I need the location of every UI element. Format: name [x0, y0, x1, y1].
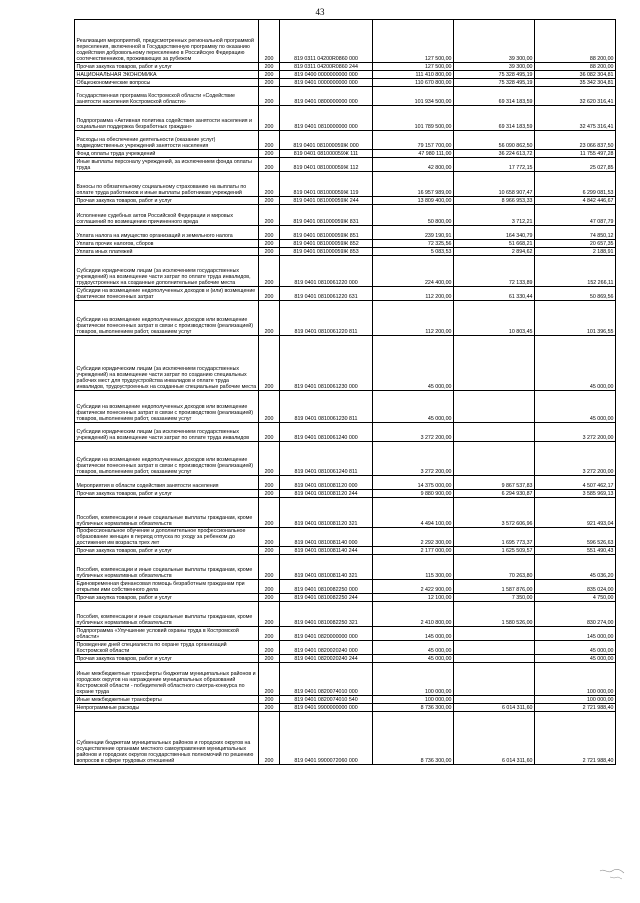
- row-code: 819 0401 0820074010 540: [280, 696, 373, 704]
- row-code: 819 0311 04200R0860 244: [280, 63, 373, 71]
- row-remaining: 830 274,00: [535, 602, 616, 627]
- row-name: Пособия, компенсации и иные социальные выплаты гражданам, кроме публичных нормативных обязательств: [75, 498, 259, 528]
- row-kvr: 200: [259, 528, 280, 547]
- row-remaining: 45 036,20: [535, 555, 616, 580]
- table-row: [75, 248, 616, 256]
- table-row: [75, 602, 616, 627]
- row-code: 819 0401 0810061220 000: [280, 256, 373, 287]
- row-kvr: 200: [259, 476, 280, 490]
- row-remaining: 2 721 988,40: [535, 704, 616, 712]
- row-remaining: 45 000,00: [535, 655, 616, 663]
- row-code: 819 0401 0810081120 000: [280, 476, 373, 490]
- table-row: [75, 442, 616, 476]
- row-kvr: 200: [259, 423, 280, 442]
- row-remaining: 45 000,00: [535, 391, 616, 423]
- row-name: Подпрограмма «Улучшение условий охраны труда в Костромской области»: [75, 627, 259, 641]
- row-executed: 70 263,80: [454, 555, 535, 580]
- row-executed: [454, 627, 535, 641]
- table-row: [75, 547, 616, 555]
- row-kvr: 200: [259, 205, 280, 226]
- row-executed: 10 803,45: [454, 301, 535, 336]
- row-approved: 14 375 000,00: [373, 476, 454, 490]
- table-row: [75, 158, 616, 172]
- row-remaining: 921 493,04: [535, 498, 616, 528]
- row-remaining: 100 000,00: [535, 696, 616, 704]
- row-approved: 8 736 300,00: [373, 704, 454, 712]
- row-kvr: 200: [259, 131, 280, 150]
- row-kvr: 200: [259, 602, 280, 627]
- table-row: [75, 197, 616, 205]
- row-name: Иные выплаты персоналу учреждений, за исключением фонда оплаты труда: [75, 158, 259, 172]
- row-approved: 3 272 200,00: [373, 442, 454, 476]
- row-name: Прочая закупка товаров, работ и услуг: [75, 594, 259, 602]
- row-remaining: 23 066 837,50: [535, 131, 616, 150]
- row-approved: 42 800,00: [373, 158, 454, 172]
- row-name: Субсидии на возмещение недополученных доходов или возмещение фактически понесенных затрат в связи с производством (реализацией) товаров, выполнением работ, оказанием услуг: [75, 301, 259, 336]
- row-code: 819 0401 0810061240 000: [280, 423, 373, 442]
- row-name: Прочая закупка товаров, работ и услуг: [75, 63, 259, 71]
- row-remaining: 3 272 200,00: [535, 442, 616, 476]
- row-name: Субсидии на возмещение недополученных доходов и (или) возмещение фактически понесенных затрат: [75, 287, 259, 301]
- row-approved: 45 000,00: [373, 336, 454, 391]
- row-code: 819 0401 0820020240 244: [280, 655, 373, 663]
- row-name: Иные межбюджетные трансферты бюджетам муниципальных районов и городских округов на награждение муниципальных образований Костромской области - победителей областного смотра-конкурса по охране труда: [75, 663, 259, 696]
- row-name: Реализация мероприятий, предусмотренных региональной программой переселения, включенной в Государственную программу по оказанию содействия добровольному переселению в Российскую Федерацию соотечественников, проживающих за рубежом: [75, 20, 259, 63]
- row-code: 819 0401 081000059Ж 111: [280, 150, 373, 158]
- row-name: Пособия, компенсации и иные социальные выплаты гражданам, кроме публичных нормативных обязательств: [75, 555, 259, 580]
- table-row: [75, 106, 616, 131]
- row-executed: 1 580 526,00: [454, 602, 535, 627]
- row-remaining: 4 842 446,67: [535, 197, 616, 205]
- row-approved: 45 000,00: [373, 641, 454, 655]
- table-row: [75, 423, 616, 442]
- row-executed: 6 294 930,87: [454, 490, 535, 498]
- row-code: 819 0401 081000059Ж 852: [280, 240, 373, 248]
- row-executed: 9 867 537,83: [454, 476, 535, 490]
- row-approved: 111 410 800,00: [373, 71, 454, 79]
- row-remaining: 2 721 988,40: [535, 712, 616, 765]
- table-row: [75, 226, 616, 240]
- table-row: [75, 79, 616, 87]
- row-code: 819 0400 0000000000 000: [280, 71, 373, 79]
- row-name: Прочая закупка товаров, работ и услуг: [75, 490, 259, 498]
- table-row: [75, 391, 616, 423]
- row-name: Уплата налога на имущество организаций и земельного налога: [75, 226, 259, 240]
- row-code: 819 0401 0810082250 000: [280, 580, 373, 594]
- row-executed: [454, 641, 535, 655]
- row-kvr: 200: [259, 71, 280, 79]
- page-number: 43: [315, 7, 325, 17]
- row-remaining: 74 850,12: [535, 226, 616, 240]
- row-executed: [454, 442, 535, 476]
- handwritten-mark: [598, 865, 630, 881]
- row-code: 819 0401 0000000000 000: [280, 79, 373, 87]
- row-code: 819 0401 0810081120 244: [280, 490, 373, 498]
- row-approved: 2 422 900,00: [373, 580, 454, 594]
- row-code: 819 0401 081000059Ж 119: [280, 172, 373, 197]
- table-row: [75, 476, 616, 490]
- row-kvr: 200: [259, 197, 280, 205]
- row-name: Расходы на обеспечение деятельности (оказание услуг) подведомственных учреждений занятости населения: [75, 131, 259, 150]
- row-remaining: 25 027,85: [535, 158, 616, 172]
- row-remaining: 20 657,35: [535, 240, 616, 248]
- table-row: [75, 63, 616, 71]
- row-name: Государственная программа Костромской области «Содействие занятости населения Костромской области»: [75, 87, 259, 106]
- row-code: 819 0401 081000059Ж 000: [280, 131, 373, 150]
- row-approved: 112 200,00: [373, 301, 454, 336]
- row-executed: 39 300,00: [454, 20, 535, 63]
- row-code: 819 0401 0810061220 811: [280, 301, 373, 336]
- row-approved: 239 190,91: [373, 226, 454, 240]
- row-code: 819 0401 0810081140 321: [280, 555, 373, 580]
- row-name: НАЦИОНАЛЬНАЯ ЭКОНОМИКА: [75, 71, 259, 79]
- row-remaining: 45 000,00: [535, 641, 616, 655]
- row-code: 819 0401 0820000000 000: [280, 627, 373, 641]
- row-kvr: 200: [259, 63, 280, 71]
- row-kvr: 200: [259, 256, 280, 287]
- row-kvr: 200: [259, 158, 280, 172]
- row-remaining: 100 000,00: [535, 663, 616, 696]
- row-executed: 3 572 606,96: [454, 498, 535, 528]
- row-approved: 127 500,00: [373, 20, 454, 63]
- row-code: 819 0401 0810061220 631: [280, 287, 373, 301]
- row-approved: 127 500,00: [373, 63, 454, 71]
- row-approved: 12 100,00: [373, 594, 454, 602]
- table-row: [75, 490, 616, 498]
- row-approved: 45 000,00: [373, 655, 454, 663]
- row-kvr: 200: [259, 696, 280, 704]
- table-row: [75, 594, 616, 602]
- table-row: [75, 336, 616, 391]
- table-row: [75, 627, 616, 641]
- row-code: 819 0401 0820020240 000: [280, 641, 373, 655]
- row-executed: [454, 696, 535, 704]
- row-kvr: 200: [259, 712, 280, 765]
- row-remaining: 3 585 969,13: [535, 490, 616, 498]
- table-row: [75, 131, 616, 150]
- row-kvr: 200: [259, 594, 280, 602]
- row-kvr: 200: [259, 547, 280, 555]
- row-executed: [454, 663, 535, 696]
- row-name: Уплата прочих налогов, сборов: [75, 240, 259, 248]
- row-name: Подпрограмма «Активная политика содействия занятости населения и социальная поддержка безработных граждан»: [75, 106, 259, 131]
- row-name: Субсидии юридическим лицам (за исключением государственных учреждений) на возмещение части затрат по оплате труда инвалидов, трудоустроенных на созданные дополнительные рабочие места: [75, 256, 259, 287]
- row-kvr: 200: [259, 391, 280, 423]
- row-code: 819 0401 0810061240 811: [280, 442, 373, 476]
- table-row: [75, 528, 616, 547]
- table-row: [75, 256, 616, 287]
- row-code: 819 0401 081000059Ж 853: [280, 248, 373, 256]
- row-code: 819 0401 081000059Ж 851: [280, 226, 373, 240]
- row-executed: [454, 423, 535, 442]
- row-kvr: 200: [259, 79, 280, 87]
- row-kvr: 200: [259, 627, 280, 641]
- row-executed: 1 695 773,37: [454, 528, 535, 547]
- row-remaining: 152 266,11: [535, 256, 616, 287]
- row-code: 819 0401 9900000000 000: [280, 704, 373, 712]
- row-remaining: 88 200,00: [535, 20, 616, 63]
- row-kvr: 200: [259, 498, 280, 528]
- row-approved: 47 980 111,00: [373, 150, 454, 158]
- row-name: Субсидии юридическим лицам (за исключением государственных учреждений) на возмещение части затрат по созданию специальных рабочих мест для трудоустройства инвалидов и оплате труда инвалидов, трудоустроенных на созданные специальные рабочие места: [75, 336, 259, 391]
- row-code: 819 0401 0800000000 000: [280, 87, 373, 106]
- row-kvr: 200: [259, 663, 280, 696]
- table-row: [75, 71, 616, 79]
- row-code: 819 0401 0810061230 811: [280, 391, 373, 423]
- row-approved: 5 083,53: [373, 248, 454, 256]
- row-remaining: 11 755 497,28: [535, 150, 616, 158]
- row-remaining: 3 272 200,00: [535, 423, 616, 442]
- row-executed: 61 330,44: [454, 287, 535, 301]
- row-executed: 75 328 495,19: [454, 71, 535, 79]
- row-kvr: 200: [259, 20, 280, 63]
- row-code: 819 0401 0810082250 321: [280, 602, 373, 627]
- table-row: [75, 205, 616, 226]
- table-row: [75, 20, 616, 63]
- table-row: [75, 301, 616, 336]
- row-code: 819 0401 0810081140 244: [280, 547, 373, 555]
- table-row: [75, 580, 616, 594]
- row-kvr: 200: [259, 172, 280, 197]
- row-kvr: 200: [259, 301, 280, 336]
- row-code: 819 0401 0810082250 244: [280, 594, 373, 602]
- row-executed: 39 300,00: [454, 63, 535, 71]
- row-approved: 9 880 900,00: [373, 490, 454, 498]
- row-remaining: 36 082 304,81: [535, 71, 616, 79]
- row-approved: 100 000,00: [373, 696, 454, 704]
- row-code: 819 0401 081000059Ж 244: [280, 197, 373, 205]
- row-approved: 13 809 400,00: [373, 197, 454, 205]
- row-code: 819 0401 0810081140 000: [280, 528, 373, 547]
- row-code: 819 0401 081000059Ж 831: [280, 205, 373, 226]
- row-name: Единовременная финансовая помощь безработным гражданам при открытии ими собственного дела: [75, 580, 259, 594]
- row-executed: 75 328 495,19: [454, 79, 535, 87]
- row-approved: 2 292 300,00: [373, 528, 454, 547]
- row-name: Субсидии на возмещение недополученных доходов или возмещение фактически понесенных затрат в связи с производством (реализацией) товаров, выполнением работ, оказанием услуг: [75, 391, 259, 423]
- row-name: Прочая закупка товаров, работ и услуг: [75, 197, 259, 205]
- row-name: Мероприятия в области содействия занятости населения: [75, 476, 259, 490]
- row-name: Субвенции бюджетам муниципальных районов и городских округов на осуществление органами местного самоуправления муниципальных районов и городских округов государственных полномочий по решению вопросов в сфере трудовых отношений: [75, 712, 259, 765]
- row-remaining: 32 475 316,41: [535, 106, 616, 131]
- row-kvr: 200: [259, 248, 280, 256]
- row-approved: 16 957 989,00: [373, 172, 454, 197]
- table-row: [75, 663, 616, 696]
- table-row: [75, 240, 616, 248]
- row-executed: 10 658 907,47: [454, 172, 535, 197]
- row-approved: 45 000,00: [373, 391, 454, 423]
- row-remaining: 32 620 316,41: [535, 87, 616, 106]
- row-kvr: 200: [259, 580, 280, 594]
- row-approved: 112 200,00: [373, 287, 454, 301]
- row-remaining: 2 188,91: [535, 248, 616, 256]
- row-remaining: 596 526,63: [535, 528, 616, 547]
- row-name: Общеэкономические вопросы: [75, 79, 259, 87]
- row-executed: 36 224 613,72: [454, 150, 535, 158]
- row-kvr: 200: [259, 641, 280, 655]
- row-name: Уплата иных платежей: [75, 248, 259, 256]
- row-approved: 4 494 100,00: [373, 498, 454, 528]
- table-row: [75, 704, 616, 712]
- row-code: 819 0401 0820074010 000: [280, 663, 373, 696]
- row-kvr: 200: [259, 490, 280, 498]
- row-name: Проведение дней специалиста по охране труда организаций Костромской области: [75, 641, 259, 655]
- row-approved: 3 272 200,00: [373, 423, 454, 442]
- row-remaining: 4 507 462,17: [535, 476, 616, 490]
- row-approved: 8 736 300,00: [373, 712, 454, 765]
- row-approved: 2 410 800,00: [373, 602, 454, 627]
- row-kvr: 200: [259, 106, 280, 131]
- row-executed: 7 350,00: [454, 594, 535, 602]
- row-remaining: 145 000,00: [535, 627, 616, 641]
- table-row: [75, 696, 616, 704]
- budget-table: [74, 19, 616, 765]
- row-code: 819 0401 081000059Ж 112: [280, 158, 373, 172]
- row-name: Субсидии на возмещение недополученных доходов или возмещение фактически понесенных затрат в связи с производством (реализацией) товаров, выполнением работ, оказанием услуг: [75, 442, 259, 476]
- row-approved: 72 325,56: [373, 240, 454, 248]
- row-name: Исполнение судебных актов Российской Федерации и мировых соглашений по возмещению причиненного вреда: [75, 205, 259, 226]
- row-code: 819 0401 0810000000 000: [280, 106, 373, 131]
- row-kvr: 200: [259, 87, 280, 106]
- row-executed: 51 668,21: [454, 240, 535, 248]
- table-row: [75, 498, 616, 528]
- row-name: Субсидии юридическим лицам (за исключением государственных учреждений) на возмещение части затрат по оплате труда инвалидов: [75, 423, 259, 442]
- row-name: Иные межбюджетные трансферты: [75, 696, 259, 704]
- row-executed: 6 014 311,60: [454, 704, 535, 712]
- row-approved: 79 157 700,00: [373, 131, 454, 150]
- table-row: [75, 150, 616, 158]
- table-row: [75, 712, 616, 765]
- row-executed: [454, 655, 535, 663]
- row-kvr: 200: [259, 287, 280, 301]
- table-row: [75, 287, 616, 301]
- row-remaining: 101 396,55: [535, 301, 616, 336]
- row-remaining: 88 200,00: [535, 63, 616, 71]
- row-executed: [454, 391, 535, 423]
- row-name: Профессиональное обучение и дополнительное профессиональное образование женщин в период отпуска по уходу за ребенком до достижения им возраста трех лет: [75, 528, 259, 547]
- row-executed: 72 133,89: [454, 256, 535, 287]
- row-executed: 69 314 183,59: [454, 106, 535, 131]
- table-row: [75, 87, 616, 106]
- table-row: [75, 172, 616, 197]
- row-kvr: 200: [259, 336, 280, 391]
- row-executed: 56 090 862,50: [454, 131, 535, 150]
- row-executed: 1 625 509,57: [454, 547, 535, 555]
- row-approved: 115 300,00: [373, 555, 454, 580]
- row-remaining: 47 087,79: [535, 205, 616, 226]
- row-remaining: 551 490,43: [535, 547, 616, 555]
- row-executed: 164 340,79: [454, 226, 535, 240]
- table-row: [75, 641, 616, 655]
- row-kvr: 200: [259, 704, 280, 712]
- row-code: 819 0401 9900072060 000: [280, 712, 373, 765]
- row-remaining: 35 342 304,81: [535, 79, 616, 87]
- row-approved: 50 800,00: [373, 205, 454, 226]
- row-remaining: 835 024,00: [535, 580, 616, 594]
- row-approved: 100 000,00: [373, 663, 454, 696]
- row-remaining: 45 000,00: [535, 336, 616, 391]
- row-kvr: 200: [259, 226, 280, 240]
- row-remaining: 50 869,56: [535, 287, 616, 301]
- row-name: Взносы по обязательному социальному страхованию на выплаты по оплате труда работников и иные выплаты работникам учреждений: [75, 172, 259, 197]
- row-code: 819 0401 0810081120 321: [280, 498, 373, 528]
- row-approved: 2 177 000,00: [373, 547, 454, 555]
- table-row: [75, 655, 616, 663]
- row-name: Фонд оплаты труда учреждений: [75, 150, 259, 158]
- row-remaining: 4 750,00: [535, 594, 616, 602]
- row-name: Пособия, компенсации и иные социальные выплаты гражданам, кроме публичных нормативных обязательств: [75, 602, 259, 627]
- row-approved: 101 934 500,00: [373, 87, 454, 106]
- row-remaining: 6 299 081,53: [535, 172, 616, 197]
- row-kvr: 200: [259, 442, 280, 476]
- row-executed: 3 712,21: [454, 205, 535, 226]
- row-executed: [454, 336, 535, 391]
- row-executed: 2 894,62: [454, 248, 535, 256]
- row-name: Прочая закупка товаров, работ и услуг: [75, 655, 259, 663]
- row-code: 819 0401 0810061230 000: [280, 336, 373, 391]
- row-approved: 224 400,00: [373, 256, 454, 287]
- row-executed: 17 772,15: [454, 158, 535, 172]
- row-executed: 6 014 311,60: [454, 712, 535, 765]
- row-name: Прочая закупка товаров, работ и услуг: [75, 547, 259, 555]
- row-approved: 101 789 500,00: [373, 106, 454, 131]
- row-kvr: 200: [259, 150, 280, 158]
- row-name: Непрограммные расходы: [75, 704, 259, 712]
- row-approved: 110 670 800,00: [373, 79, 454, 87]
- row-executed: 69 314 183,59: [454, 87, 535, 106]
- row-executed: 8 966 953,33: [454, 197, 535, 205]
- row-approved: 145 000,00: [373, 627, 454, 641]
- row-kvr: 200: [259, 555, 280, 580]
- row-executed: 1 587 876,00: [454, 580, 535, 594]
- row-code: 819 0311 04200R0860 000: [280, 20, 373, 63]
- row-kvr: 200: [259, 655, 280, 663]
- table-row: [75, 555, 616, 580]
- row-kvr: 200: [259, 240, 280, 248]
